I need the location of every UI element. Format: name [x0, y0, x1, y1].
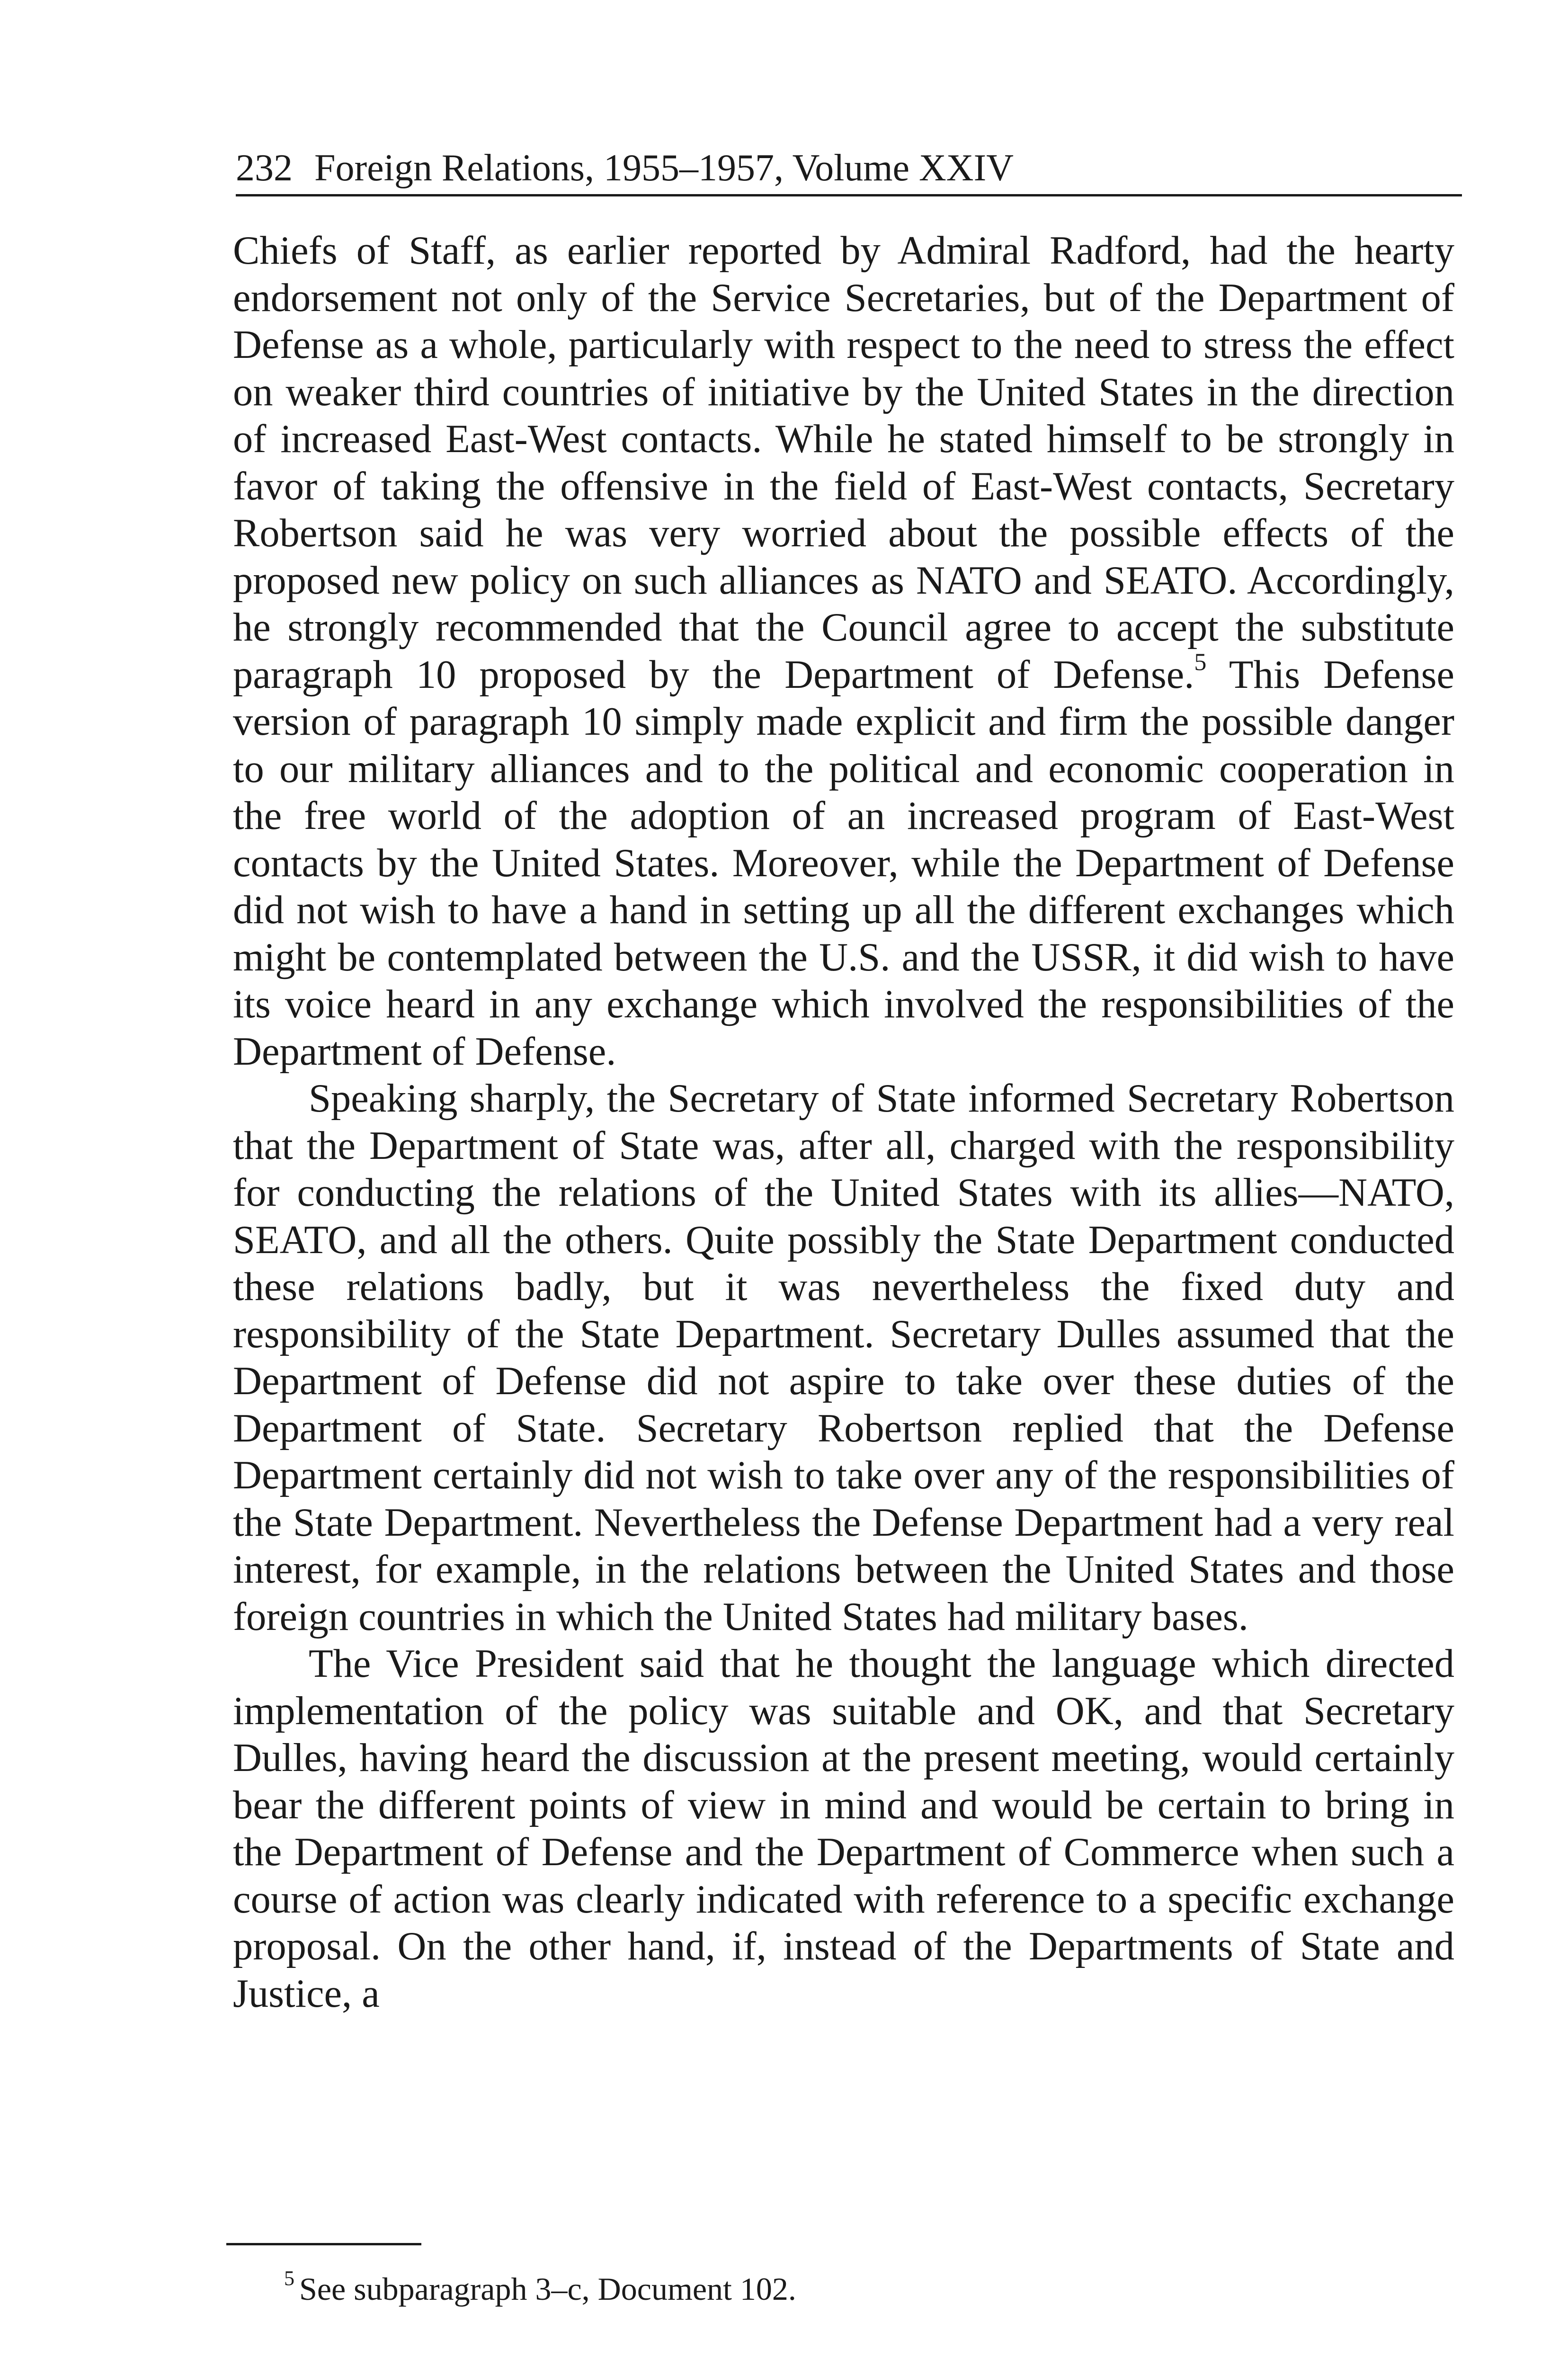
body-text: [233, 227, 1454, 2017]
page-number: 232: [236, 147, 293, 189]
footnote-number: 5: [284, 2267, 294, 2290]
paragraph-2: Speaking sharply, the Secretary of State informed Secretary Robertson that the Department of State was, after all, charged with the responsibility for conducting the relations of the United States with its allies—NATO, SEATO, and all the others. Quite possibly the State Department conducted these relations badly, but it was nevertheless the fixed duty and responsibility of the State Department. Secretary Dulles assumed that the Department of Defense did not aspire to take over these duties of the Department of State. Secretary Robertson replied that the Defense Department certainly did not wish to take over any of the responsibilities of the State Department. Nevertheless the Defense Department had a very real interest, for example, in the relations between the United States and those foreign countries in which the United States had military bases.: [233, 1077, 1454, 1639]
running-header: [236, 142, 1462, 196]
running-title: Foreign Relations, 1955–1957, Volume XXIV: [314, 147, 1014, 189]
footnote-divider: [226, 2243, 421, 2245]
footnote: [284, 2268, 1420, 2310]
paragraph-1: Chiefs of Staff, as earlier reported by Admiral Radford, had the hearty endorsement not only of the Service Secretaries, but of the Department of Defense as a whole, particularly with respect to the need to stress the effect on weaker third countries of initiative by the United States in the direction of increased East-West contacts. While he stated himself to be strongly in favor of taking the offensive in the field of East-West contacts, Secretary Robertson said he was very worried about the possible effects of the proposed new policy on such alliances as NATO and SEATO. Accordingly, he strongly recommended that the Council agree to accept the substitute paragraph 10 proposed by the Department of Defense.$^5$ This Defense version of paragraph 10 simply made explicit and firm the possible danger to our military alliances and to the political and economic cooperation in the free world of the adoption of an increased program of East-West contacts by the United States. Moreover, while the Department of Defense did not wish to have a hand in setting up all the different exchanges which might be contemplated between the U.S. and the USSR, it did wish to have its voice heard in any exchange which involved the responsibilities of the Department of Defense.: [233, 229, 1454, 1074]
footnote-reference[interactable]: 5: [1194, 649, 1207, 676]
footnote-text: See subparagraph 3–c, Document 102.: [299, 2271, 796, 2307]
paragraph-3: The Vice President said that he thought the language which directed implementation of the policy was suitable and OK, and that Secretary Dulles, having heard the discussion at the present meeting, would certainly bear the different points of view in mind and would be certain to bring in the Department of Defense and the Department of Commerce when such a course of action was clearly indicated with reference to a specific exchange proposal. On the other hand, if, instead of the Departments of State and Justice, a: [233, 1642, 1454, 2016]
